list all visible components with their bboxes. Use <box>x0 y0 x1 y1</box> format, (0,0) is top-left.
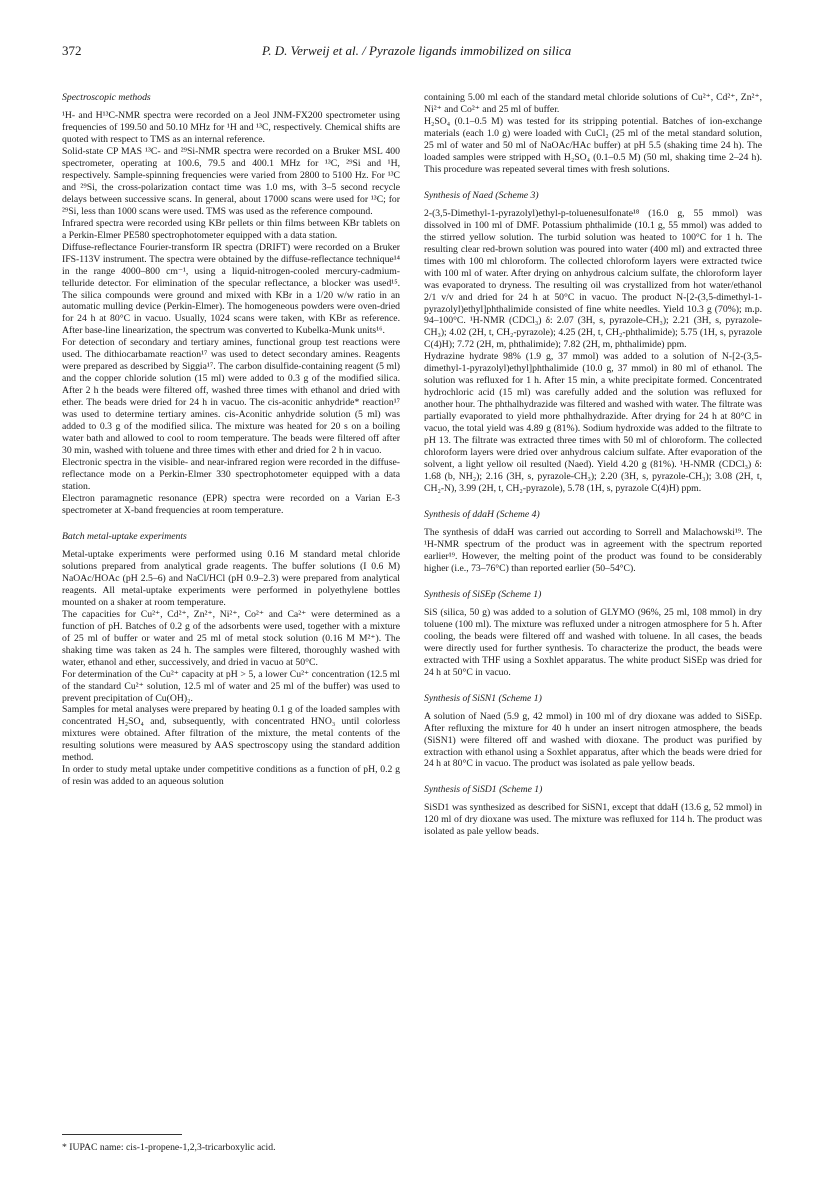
paragraph-solid-state-nmr: Solid-state CP MAS ¹³C- and ²⁹Si-NMR spectra were recorded on a Bruker MSL 400 spectrometer, operating at 100.6, 79.5 and 400.1 MHz for ¹³C, ²⁹Si and ¹H, respectively. Sample-spinning frequencies were varied from 2800 to 5100 Hz. For ¹³C and ²⁹Si, the cross-polarization contact time was 1.0 ms, with 3–5 second recycle delays between successive scans. In general, about 17000 scans were used for ¹³C; for ²⁹Si, less than 1000 scans were used. TMS was used as the reference compound. <box>62 145 400 217</box>
paragraph-sisep: SiS (silica, 50 g) was added to a solution of GLYMO (96%, 25 ml, 108 mmol) in dry toluene (100 ml). The mixture was refluxed under a nitrogen atmosphere for 5 h. After cooling, the beads were filtered off and washed with toluene. In all cases, the beads were directly used for further synthesis. To characterize the product, the beads were extracted with THF using a Soxhlet apparatus. The white product SiSEp was dried for 24 h at 50°C in vacuo. <box>424 606 762 678</box>
paragraph-stripping: H₂SO₄ (0.1–0.5 M) was tested for its stripping potential. Batches of ion-exchange materials (each 1.0 g) were loaded with CuCl₂ (25 ml of the metal standard solution, 25 ml of water and 50 ml of NaOAc/HAc buffer) at pH 5.5 (shaking time 24 h). The loaded samples were stripped with H₂SO₄ (0.1–0.5 M) (50 ml, shaking time 2–24 h). This procedure was repeated several times with fresh solutions. <box>424 115 762 175</box>
paragraph-drift: Diffuse-reflectance Fourier-transform IR spectra (DRIFT) were recorded on a Bruker IFS-113V instrument. The spectra were obtained by the diffuse-reflectance technique¹⁴ in the range 4000–800 cm⁻¹, using a liquid-nitrogen-cooled mercury-cadmium-telluride detector. For elimination of the specular reflectance, a blocker was used¹⁵. The silica compounds were ground and mixed with KBr in a 1/20 w/w ratio in an automatic mulling device (Perkin-Elmer). The homogeneous powders were oven-dried for 24 h at 80°C in vacuo. Usually, 1024 scans were taken, with KBr as reference. After base-line linearization, the spectrum was converted to Kubelka-Munk units¹⁶. <box>62 241 400 337</box>
footnote: * IUPAC name: cis-1-propene-1,2,3-tricarboxylic acid. <box>62 1142 276 1153</box>
paragraph-ddah: The synthesis of ddaH was carried out according to Sorrell and Malachowski¹⁹. The ¹H-NMR spectrum of the product was in agreement with the spectrum reported earlier¹⁹. However, the melting point of the product was found to be considerably higher (i.e., 73–76°C) than reported earlier (50–54°C). <box>424 526 762 574</box>
paragraph-amine-tests: For detection of secondary and tertiary amines, functional group test reactions were used. The dithiocarbamate reaction¹⁷ was used to detect secondary amines. Reagents were prepared as described by Siggia¹⁷. The carbon disulfide-containing reagent (5 ml) and the copper chloride solution (15 ml) were added to 0.3 g of the modified silica. After 2 h the beads were filtered off, washed three times with ethanol and dried with ether. The beads were dried for 24 h in vacuo. The cis-aconitic anhydride* reaction¹⁷ was used to determine tertiary amines. cis-Aconitic anhydride solution (5 ml) was added to 0.3 g of the modified silica. The mixture was heated for 20 s on a boiling water bath and allowed to cool to room temperature. The beads were filtered off after 30 min, washed with toluene and three times with ether and dried for 2 h in vacuo. <box>62 337 400 457</box>
paragraph-sisn1: A solution of Naed (5.9 g, 42 mmol) in 100 ml of dry dioxane was added to SiSEp. After refluxing the mixture for 40 h under an insert nitrogen atmosphere, the beads (SiSN1) were filtered off and washed with dioxane. The product was purified by extraction with ethanol using a Soxhlet apparatus, after which the beads were dried for 24 h at 80°C in vacuo. The product was isolated as pale yellow beads. <box>424 710 762 770</box>
section-heading-batch: Batch metal-uptake experiments <box>62 530 187 542</box>
paragraph-metal-uptake: Metal-uptake experiments were performed using 0.16 M standard metal chloride solutions prepared from analytical grade reagents. The buffer solutions (I 0.6 M) NaOAc/HOAc (pH 2.5–6) and NaCl/HCl (pH 0.9–2.3) were prepared from analytical reagents. All metal-uptake experiments were performed in polyethylene bottles mounted on a shaker at room temperature. <box>62 548 400 608</box>
section-heading-sisn1: Synthesis of SiSN1 (Scheme 1) <box>424 692 542 704</box>
paragraph-hydrazine: Hydrazine hydrate 98% (1.9 g, 37 mmol) was added to a solution of N-[2-(3,5-dimethyl-1-pyrazolyl)ethyl]phthalimide (10.0 g, 37 mmol) in 80 ml of ethanol. The solution was refluxed for 1 h. After 15 min, a white precipitate formed. Concentrated hydrochloric acid (15 ml) was carefully added and the solution was refluxed for another hour. The phthalhydrazide was filtered and washed with water. The filtrate was partially evaporated to yield more phthalhydrazide. After drying for 24 h at 80°C in vacuo, the total yield was 4.89 g (81%). Sodium hydroxide was added to the filtrate to pH 13. The filtrate was extracted three times with 50 ml of chloroform. The collected chloroform layers were dried over anhydrous calcium sulfate. After evaporation of the solvent, a light yellow oil resulted (Naed). Yield 4.20 g (81%). ¹H-NMR (CDCl₃) δ: 1.68 (b, NH₂); 2.16 (3H, s, pyrazole-CH₃); 2.20 (3H, s, pyrazole-CH₃); 3.08 (2H, t, CH₂-N), 3.99 (2H, t, CH₂-pyrazole), 5.78 (1H, s, pyrazole C(4)H) ppm. <box>424 351 762 495</box>
section-heading-sisd1: Synthesis of SiSD1 (Scheme 1) <box>424 784 543 796</box>
paragraph-electronic-spectra: Electronic spectra in the visible- and near-infrared region were recorded in the diffuse-reflectance mode on a Perkin-Elmer 330 spectrophotometer equipped with a data station. <box>62 457 400 492</box>
section-heading-naed: Synthesis of Naed (Scheme 3) <box>424 189 539 201</box>
paragraph-infrared: Infrared spectra were recorded using KBr pellets or thin films between KBr tablets on a Perkin-Elmer PE580 spectrophotometer equipped with a data station. <box>62 217 400 241</box>
paragraph-naed-synthesis: 2-(3,5-Dimethyl-1-pyrazolyl)ethyl-p-toluenesulfonate¹⁸ (16.0 g, 55 mmol) was dissolved in 100 ml of DMF. Potassium phthalimide (10.1 g, 55 mmol) was added to the stirred yellow solution. The turbid solution was heated to 100°C for 1 h. The resulting clear red-brown solution was poured into water (400 ml) and extracted three times with 100 ml chloroform. The collected chloroform layers were extracted twice with 100 ml of water. After drying on anhydrous calcium sulfate, the chloroform layer was evaporated to dryness. The resulting oil was crystallized from hot water/ethanol 2/1 v/v and dried for 24 h at 50°C in vacuo. The product N-[2-(3,5-dimethyl-1-pyrazolyl)ethyl]phthalimide consisted of fine white needles. Yield 10.3 g (70%); m.p. 94–100°C. ¹H-NMR (CDCl₃) δ: 2.07 (3H, s, pyrazole-CH₃); 2.21 (3H, s, pyrazole-CH₃); 4.02 (2H, t, CH₂-pyrazole); 4.25 (2H, t, CH₂-phthalimide); 5.75 (1H, s, pyrazole C(4)H); 7.72 (2H, m, phthalimide); 7.82 (2H, m, phthalimide) ppm. <box>424 207 762 351</box>
paragraph-competitive-cont: containing 5.00 ml each of the standard metal chloride solutions of Cu²⁺, Cd²⁺, Zn²⁺, Ni²⁺ and Co²⁺ and 25 ml of buffer. <box>424 92 762 115</box>
section-heading-sisep: Synthesis of SiSEp (Scheme 1) <box>424 588 542 600</box>
left-column <box>62 92 400 788</box>
paragraph-metal-analyses: Samples for metal analyses were prepared by heating 0.1 g of the loaded samples with concentrated H₂SO₄ and, subsequently, with concentrated HNO₃ until colorless mixtures were obtained. After filtration of the mixture, the metal contents of the resulting solutions were measured by AAS spectroscopy using the standard addition method. <box>62 704 400 764</box>
paragraph-competitive: In order to study metal uptake under competitive conditions as a function of pH, 0.2 g of resin was added to an aqueous solution <box>62 764 400 788</box>
running-head: P. D. Verweij et al. / Pyrazole ligands immobilized on silica <box>262 43 572 58</box>
page-number: 372 <box>62 43 82 58</box>
paragraph-sisd1: SiSD1 was synthesized as described for SiSN1, except that ddaH (13.6 g, 52 mmol) in 120 ml of dry dioxane was used. The mixture was refluxed for 114 h. The product was isolated as pale yellow beads. <box>424 802 762 838</box>
paragraph-nmr: ¹H- and H¹³C-NMR spectra were recorded on a Jeol JNM-FX200 spectrometer using frequencies of 199.50 and 50.10 MHz for ¹H and ¹³C, respectively. Chemical shifts are quoted with respect to TMS as an internal reference. <box>62 109 400 145</box>
paragraph-epr: Electron paramagnetic resonance (EPR) spectra were recorded on a Varian E-3 spectrometer at X-band frequencies at room temperature. <box>62 492 400 516</box>
page-header <box>62 43 762 65</box>
section-heading-ddah: Synthesis of ddaH (Scheme 4) <box>424 509 540 520</box>
right-column <box>424 92 762 838</box>
section-heading-spectroscopic: Spectroscopic methods <box>62 92 151 103</box>
footnote-divider <box>62 1134 182 1135</box>
paragraph-cu-capacity: For determination of the Cu²⁺ capacity at pH > 5, a lower Cu²⁺ concentration (12.5 ml of the standard Cu²⁺ solution, 12.5 ml of water and 25 ml of the buffer) was used to prevent precipitation of Cu(OH)₂. <box>62 668 400 704</box>
paragraph-capacities: The capacities for Cu²⁺, Cd²⁺, Zn²⁺, Ni²⁺, Co²⁺ and Ca²⁺ were determined as a function of pH. Batches of 0.2 g of the adsorbents were used, together with a mixture of 25 ml of buffer or water and 25 ml of metal stock solution (0.16 M M²⁺). The shaking time was taken as 24 h. The samples were filtered, thoroughly washed with water, ethanol and ether, successively, and dried in vacuo at 50°C. <box>62 608 400 668</box>
